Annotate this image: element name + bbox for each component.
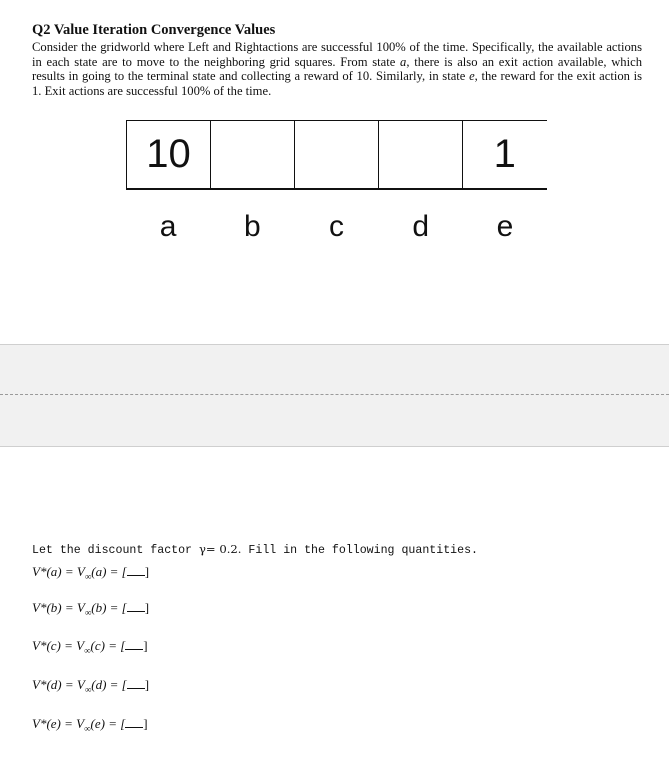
grid-cell-b	[211, 121, 295, 188]
equation-rhs: (e) = [	[90, 716, 126, 731]
answer-blank-c[interactable]	[125, 638, 143, 650]
state-label-d: d	[412, 210, 430, 243]
state-e-ref: e	[469, 69, 475, 84]
equation-lhs: V*(e) = V	[32, 716, 85, 731]
question-title: Q2 Value Iteration Convergence Values	[32, 22, 276, 38]
infinity-subscript: ∞	[84, 684, 92, 695]
equation-lhs: V*(c) = V	[32, 638, 85, 653]
prompt-after: Fill in the following quantities.	[241, 544, 479, 557]
question-body-part: , there is also an exit action available, which results in going to the terminal state and collecting a reward of 10. Similarly, in state	[32, 54, 642, 84]
prompt-text	[32, 542, 478, 557]
grid-cell-e	[463, 121, 547, 188]
gridworld	[126, 120, 547, 190]
state-label-b: b	[243, 210, 261, 243]
infinity-subscript: ∞	[84, 645, 91, 656]
equation-d	[32, 677, 149, 695]
equation-lhs: V*(d) = V	[32, 677, 85, 692]
grid-cell-a	[127, 121, 211, 188]
gamma-value: = 0.2.	[205, 542, 242, 556]
state-label-c: c	[329, 210, 344, 243]
infinity-subscript: ∞	[84, 571, 92, 582]
infinity-subscript: ∞	[84, 723, 91, 734]
equation-lhs: V*(a) = V	[32, 564, 85, 579]
equation-rhs: (a) = [	[91, 564, 127, 579]
equation-close: ]	[143, 638, 148, 653]
infinity-subscript: ∞	[84, 607, 92, 618]
reward-value-e: 1	[493, 132, 516, 176]
grid-cell-d	[379, 121, 463, 188]
equation-close: ]	[144, 677, 150, 692]
equation-rhs: (b) = [	[91, 600, 127, 615]
equation-c	[32, 638, 148, 656]
state-label-e: e	[496, 210, 514, 243]
answer-blank-a[interactable]	[127, 564, 145, 576]
question-body-part: , the reward for the exit action is 1. Exit actions are successful 100% of the time.	[32, 69, 642, 98]
equation-rhs: (d) = [	[91, 677, 127, 692]
equation-a	[32, 564, 149, 582]
equation-close: ]	[143, 716, 148, 731]
answer-area[interactable]	[0, 344, 669, 447]
question-body	[32, 40, 642, 98]
gamma-symbol: γ	[198, 542, 206, 556]
equation-e	[32, 716, 148, 734]
equation-close: ]	[144, 564, 150, 579]
equation-close: ]	[144, 600, 150, 615]
answer-blank-e[interactable]	[125, 716, 143, 728]
reward-value-a: 10	[146, 132, 191, 176]
answer-blank-d[interactable]	[127, 677, 145, 689]
prompt-before-gamma: Let the discount factor	[32, 544, 199, 557]
equation-lhs: V*(b) = V	[32, 600, 85, 615]
answer-blank-b[interactable]	[127, 600, 145, 612]
equation-rhs: (c) = [	[90, 638, 126, 653]
equation-b	[32, 600, 149, 618]
state-label-a: a	[159, 210, 177, 243]
question-body-part: Consider the gridworld where Left and Rightactions are successful 100% of the time. Specifically, the available actions in each state are to move to the neighboring grid squares. From state	[32, 40, 642, 69]
state-a-ref: a	[400, 54, 407, 69]
state-labels	[126, 207, 547, 247]
grid-cell-c	[295, 121, 379, 188]
divider	[0, 394, 669, 395]
